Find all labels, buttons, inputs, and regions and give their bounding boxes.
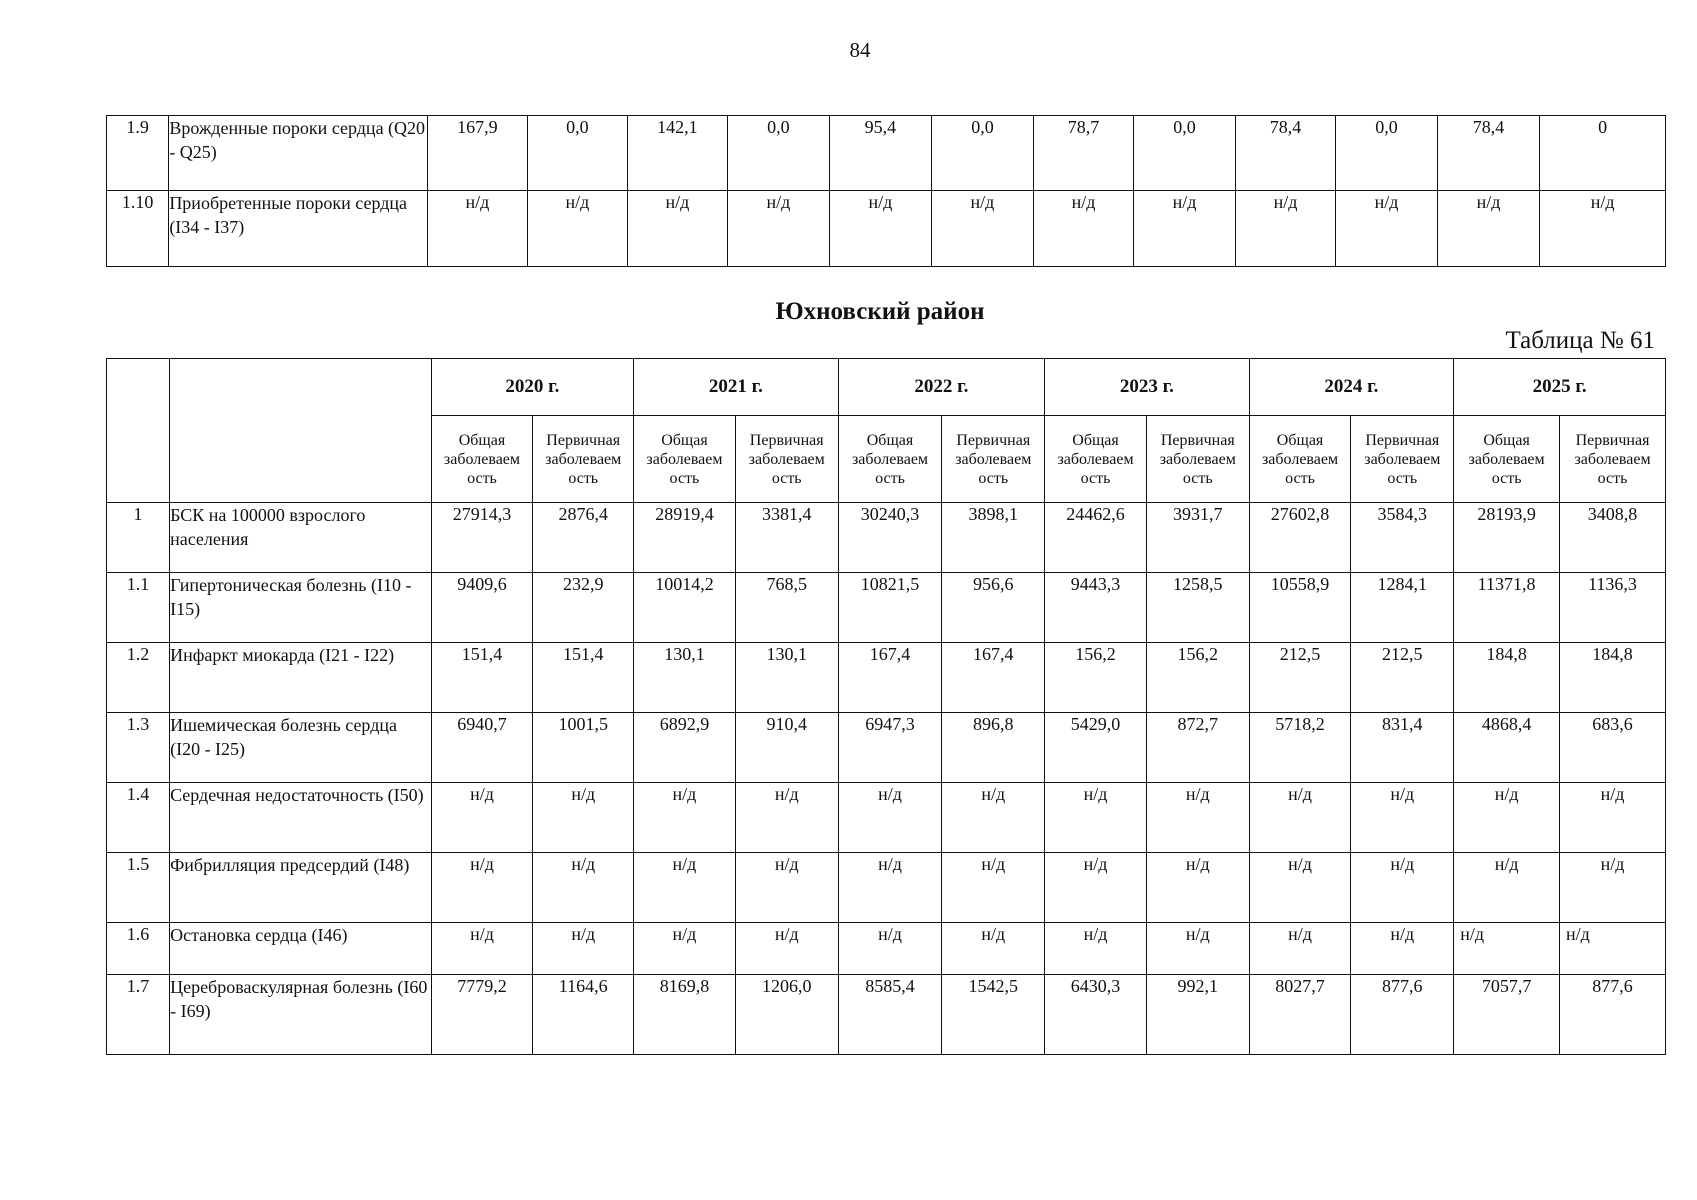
value-cell: н/д [431,853,533,923]
value-cell: н/д [1134,191,1236,267]
value-cell: н/д [1454,783,1560,853]
value-cell: 910,4 [735,713,838,783]
value-cell: н/д [1351,783,1454,853]
value-cell: 831,4 [1351,713,1454,783]
value-cell: н/д [1560,853,1666,923]
value-cell: 8585,4 [838,975,942,1055]
value-cell: 30240,3 [838,503,942,573]
value-cell: 7779,2 [431,975,533,1055]
row-name: Инфаркт миокарда (I21 - I22) [170,643,432,713]
value-cell: н/д [1146,923,1249,975]
value-cell: 7057,7 [1454,975,1560,1055]
table-row [107,853,1666,923]
value-cell: 78,7 [1033,116,1134,191]
row-name: Остановка сердца (I46) [170,923,432,975]
row-name: Цереброваскулярная болезнь (I60 - I69) [170,975,432,1055]
value-cell: 28919,4 [634,503,736,573]
value-cell: н/д [1249,853,1351,923]
value-cell: н/д [533,783,634,853]
row-number: 1.7 [107,975,170,1055]
subheader-primary: Первичная заболеваем ость [533,416,634,503]
section-title: Юхновский район [775,298,985,325]
value-cell: 1284,1 [1351,573,1454,643]
value-cell: 167,4 [942,643,1045,713]
value-cell: 1206,0 [735,975,838,1055]
subheader-general: Общая заболеваем ость [1045,416,1147,503]
row-name: Приобретенные пороки сердца (I34 - I37) [169,191,427,267]
value-cell: 11371,8 [1454,573,1560,643]
value-cell: н/д [627,191,728,267]
value-cell: 10821,5 [838,573,942,643]
value-cell: 95,4 [829,116,932,191]
year-header: 2021 г. [634,359,839,416]
value-cell: 27602,8 [1249,503,1351,573]
subheader-primary: Первичная заболеваем ость [942,416,1045,503]
value-cell: 0,0 [932,116,1034,191]
year-header-row [107,359,1666,416]
value-cell: н/д [829,191,932,267]
value-cell: 3408,8 [1560,503,1666,573]
value-cell: 1001,5 [533,713,634,783]
value-cell: 6892,9 [634,713,736,783]
row-name: Ишемическая болезнь сердца (I20 - I25) [170,713,432,783]
value-cell: 3381,4 [735,503,838,573]
value-cell: н/д [942,783,1045,853]
value-cell: 9443,3 [1045,573,1147,643]
value-cell: 872,7 [1146,713,1249,783]
row-number: 1.10 [107,191,169,267]
value-cell: н/д [1146,783,1249,853]
value-cell: 167,4 [838,643,942,713]
value-cell: н/д [1249,783,1351,853]
value-cell: н/д [431,923,533,975]
table-row [107,923,1666,975]
value-cell: 24462,6 [1045,503,1147,573]
value-cell: 142,1 [627,116,728,191]
subheader-general: Общая заболеваем ость [431,416,533,503]
value-cell: н/д [528,191,628,267]
value-cell: н/д [427,191,528,267]
header-num-cell [107,359,170,503]
value-cell: 956,6 [942,573,1045,643]
value-cell: 683,6 [1560,713,1666,783]
page-number: 84 [849,38,871,62]
value-cell: н/д [942,923,1045,975]
subheader-general: Общая заболеваем ость [1454,416,1560,503]
value-cell: н/д [942,853,1045,923]
value-cell: 10558,9 [1249,573,1351,643]
value-cell: 896,8 [942,713,1045,783]
year-header: 2023 г. [1045,359,1250,416]
header-name-cell [170,359,432,503]
value-cell: н/д [634,853,736,923]
value-cell: 78,4 [1437,116,1540,191]
subheader-general: Общая заболеваем ость [1249,416,1351,503]
value-cell: 212,5 [1351,643,1454,713]
year-header: 2020 г. [431,359,633,416]
value-cell: 1258,5 [1146,573,1249,643]
value-cell: 78,4 [1235,116,1336,191]
value-cell: 156,2 [1146,643,1249,713]
value-cell: 1542,5 [942,975,1045,1055]
table-row [107,713,1666,783]
value-cell: н/д [1351,923,1454,975]
row-name: Фибрилляция предсердий (I48) [170,853,432,923]
value-cell: 6940,7 [431,713,533,783]
row-number: 1.6 [107,923,170,975]
year-header: 2022 г. [838,359,1045,416]
value-cell: 0 [1540,116,1666,191]
value-cell: 130,1 [735,643,838,713]
value-cell: 6947,3 [838,713,942,783]
value-cell: 877,6 [1560,975,1666,1055]
value-cell: н/д [431,783,533,853]
row-name: Сердечная недостаточность (I50) [170,783,432,853]
value-cell: н/д [1454,923,1560,975]
value-cell: н/д [634,923,736,975]
year-header: 2024 г. [1249,359,1454,416]
value-cell: 0,0 [1336,116,1438,191]
value-cell: н/д [1454,853,1560,923]
value-cell: 4868,4 [1454,713,1560,783]
row-number: 1.1 [107,573,170,643]
value-cell: н/д [1437,191,1540,267]
value-cell: н/д [932,191,1034,267]
row-number: 1.2 [107,643,170,713]
value-cell: 5429,0 [1045,713,1147,783]
value-cell: 10014,2 [634,573,736,643]
value-cell: 3931,7 [1146,503,1249,573]
row-number: 1 [107,503,170,573]
value-cell: 151,4 [533,643,634,713]
value-cell: 232,9 [533,573,634,643]
subheader-general: Общая заболеваем ость [634,416,736,503]
morbidity-table [106,358,1666,1055]
value-cell: 992,1 [1146,975,1249,1055]
value-cell: н/д [1045,783,1147,853]
value-cell: 0,0 [728,116,830,191]
value-cell: 9409,6 [431,573,533,643]
value-cell: н/д [634,783,736,853]
value-cell: 28193,9 [1454,503,1560,573]
value-cell: 877,6 [1351,975,1454,1055]
value-cell: н/д [838,923,942,975]
row-number: 1.9 [107,116,169,191]
value-cell: 0,0 [1134,116,1236,191]
value-cell: 167,9 [427,116,528,191]
value-cell: 156,2 [1045,643,1147,713]
value-cell: н/д [1540,191,1666,267]
value-cell: 27914,3 [431,503,533,573]
value-cell: 8027,7 [1249,975,1351,1055]
subheader-primary: Первичная заболеваем ость [1560,416,1666,503]
value-cell: н/д [533,923,634,975]
value-cell: н/д [533,853,634,923]
value-cell: 8169,8 [634,975,736,1055]
table-row [107,191,1666,267]
value-cell: 3584,3 [1351,503,1454,573]
value-cell: н/д [735,853,838,923]
year-header: 2025 г. [1454,359,1666,416]
value-cell: 1164,6 [533,975,634,1055]
value-cell: н/д [735,923,838,975]
table-row [107,573,1666,643]
value-cell: 212,5 [1249,643,1351,713]
value-cell: н/д [1045,853,1147,923]
value-cell: н/д [1560,923,1666,975]
value-cell: н/д [1146,853,1249,923]
value-cell: н/д [1249,923,1351,975]
value-cell: н/д [838,853,942,923]
value-cell: н/д [728,191,830,267]
row-number: 1.4 [107,783,170,853]
value-cell: 5718,2 [1249,713,1351,783]
value-cell: н/д [1045,923,1147,975]
value-cell: н/д [1560,783,1666,853]
value-cell: н/д [1235,191,1336,267]
row-name: Гипертоническая болезнь (I10 - I15) [170,573,432,643]
value-cell: н/д [1351,853,1454,923]
row-name: Врожденные пороки сердца (Q20 - Q25) [169,116,427,191]
value-cell: н/д [735,783,838,853]
subheader-primary: Первичная заболеваем ость [735,416,838,503]
row-number: 1.5 [107,853,170,923]
value-cell: 2876,4 [533,503,634,573]
value-cell: 151,4 [431,643,533,713]
subheader-general: Общая заболеваем ость [838,416,942,503]
table-row [107,503,1666,573]
table-row [107,643,1666,713]
table-row [107,783,1666,853]
table-row [107,975,1666,1055]
value-cell: н/д [838,783,942,853]
value-cell: 768,5 [735,573,838,643]
table-caption: Таблица № 61 [1505,327,1655,354]
row-number: 1.3 [107,713,170,783]
value-cell: н/д [1033,191,1134,267]
value-cell: 0,0 [528,116,628,191]
value-cell: 1136,3 [1560,573,1666,643]
subheader-primary: Первичная заболеваем ость [1351,416,1454,503]
value-cell: 3898,1 [942,503,1045,573]
value-cell: 130,1 [634,643,736,713]
row-name: БСК на 100000 взрослого населения [170,503,432,573]
table-row [107,116,1666,191]
value-cell: 184,8 [1560,643,1666,713]
value-cell: н/д [1336,191,1438,267]
value-cell: 6430,3 [1045,975,1147,1055]
continued-table [106,115,1666,267]
subheader-primary: Первичная заболеваем ость [1146,416,1249,503]
value-cell: 184,8 [1454,643,1560,713]
